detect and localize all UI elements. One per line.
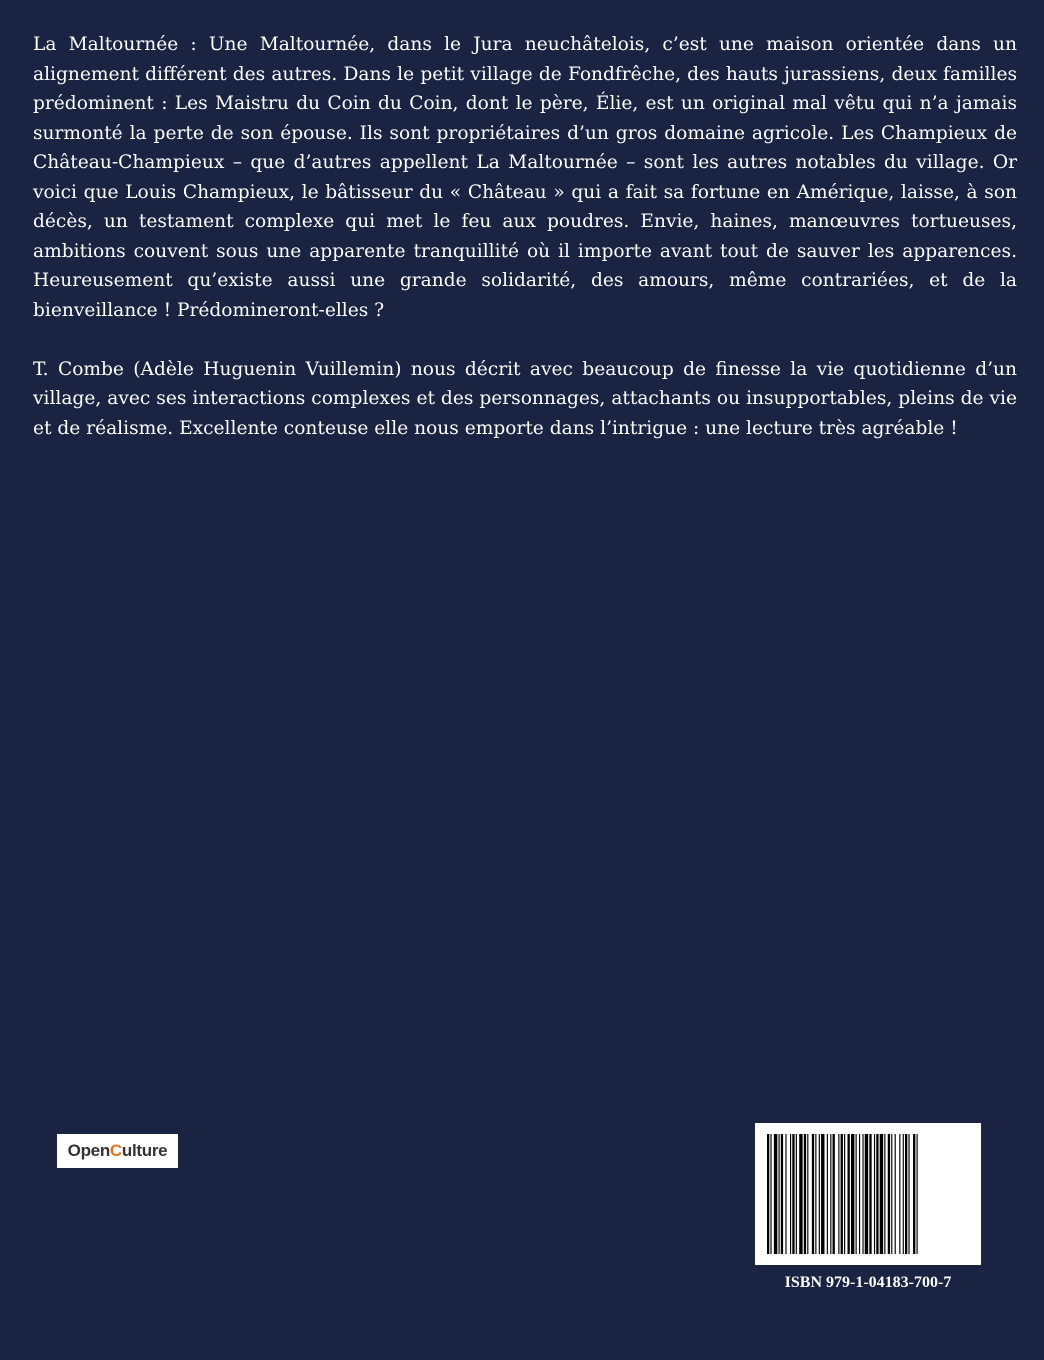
barcode-bar — [838, 1134, 839, 1254]
barcode-bar — [807, 1134, 808, 1254]
barcode-bar — [841, 1134, 843, 1254]
review-paragraph: T. Combe (Adèle Huguenin Vuillemin) nous décrit avec beaucoup de finesse la vie quotidienne d’un village, avec ses interactions complexes et des personnages, attachants ou insupportables, pleins de vie et de réalisme. Excellente conteuse elle nous emporte dans l’intrigue : une lecture très agréable ! — [33, 358, 1017, 439]
barcode-bar — [830, 1134, 831, 1254]
barcode-bar — [856, 1134, 857, 1254]
barcode-bar — [905, 1134, 907, 1254]
barcode-bar — [874, 1134, 875, 1254]
publisher-logo — [57, 1134, 178, 1168]
synopsis-paragraph: La Maltournée : Une Maltournée, dans le Jura neuchâtelois, c’est une maison orientée dans un alignement différent des autres. Dans le petit village de Fondfrêche, des hauts jurassiens, deux familles prédominent : Les Maistru du Coin du Coin, dont le père, Élie, est un original mal vêtu qui n’a jamais surmonté la perte de son épouse. Ils sont propriétaires d’un gros domaine agricole. Les Champieux de Château-Champieux – que d’autres appellent La Maltournée – sont les autres notables du village. Or voici que Louis Champieux, le bâtisseur du « Château » qui a fait sa fortune en Amérique, laisse, à son décès, un testament complexe qui met le feu aux poudres. Envie, haines, manœuvres tortueuses, ambitions couvent sous une apparente tranquillité où il importe avant tout de sauver les apparences. Heureusement qu’existe aussi une grande solidarité, des amours, même contrariées, et de la bienveillance ! Prédomineront-elles ? — [33, 34, 1017, 321]
barcode-icon — [767, 1134, 969, 1254]
barcode-bar — [781, 1134, 783, 1254]
barcode-bar — [876, 1134, 878, 1254]
barcode-bar — [785, 1134, 786, 1254]
logo-text-c: C — [109, 1141, 122, 1160]
barcode-bar — [895, 1134, 896, 1254]
barcode-bar — [833, 1134, 835, 1254]
isbn-label: ISBN 979-1-04183-700-7 — [784, 1274, 952, 1291]
barcode-bar — [917, 1134, 918, 1254]
logo-text-ulture: ulture — [121, 1141, 168, 1160]
barcode-bar — [851, 1134, 854, 1254]
barcode-bar — [913, 1134, 915, 1254]
barcode — [755, 1123, 981, 1265]
barcode-bar — [869, 1134, 871, 1254]
barcode-bar — [819, 1134, 820, 1254]
barcode-bar — [859, 1134, 860, 1254]
barcode-bar — [790, 1134, 791, 1254]
barcode-bar — [792, 1134, 794, 1254]
barcode-bar — [844, 1134, 845, 1254]
barcode-bar — [821, 1134, 824, 1254]
barcode-bar — [888, 1134, 890, 1254]
barcode-bar — [891, 1134, 892, 1254]
barcode-bar — [804, 1134, 806, 1254]
barcode-bar — [767, 1134, 769, 1254]
barcode-bar — [770, 1134, 771, 1254]
barcode-bar — [774, 1134, 777, 1254]
barcode-bar — [796, 1134, 797, 1254]
barcode-bar — [812, 1134, 814, 1254]
barcode-bar — [903, 1134, 904, 1254]
logo-text-open: Open — [67, 1141, 110, 1160]
barcode-bar — [815, 1134, 816, 1254]
barcode-bar — [880, 1134, 883, 1254]
barcode-bar — [799, 1134, 802, 1254]
barcode-bar — [899, 1134, 900, 1254]
barcode-bar — [862, 1134, 863, 1254]
barcode-bar — [865, 1134, 868, 1254]
barcode-bar — [908, 1134, 909, 1254]
barcode-bar — [884, 1134, 885, 1254]
barcode-bar — [827, 1134, 828, 1254]
barcode-bar — [779, 1134, 780, 1254]
barcode-bar — [848, 1134, 850, 1254]
back-cover-blurb — [33, 30, 1017, 473]
